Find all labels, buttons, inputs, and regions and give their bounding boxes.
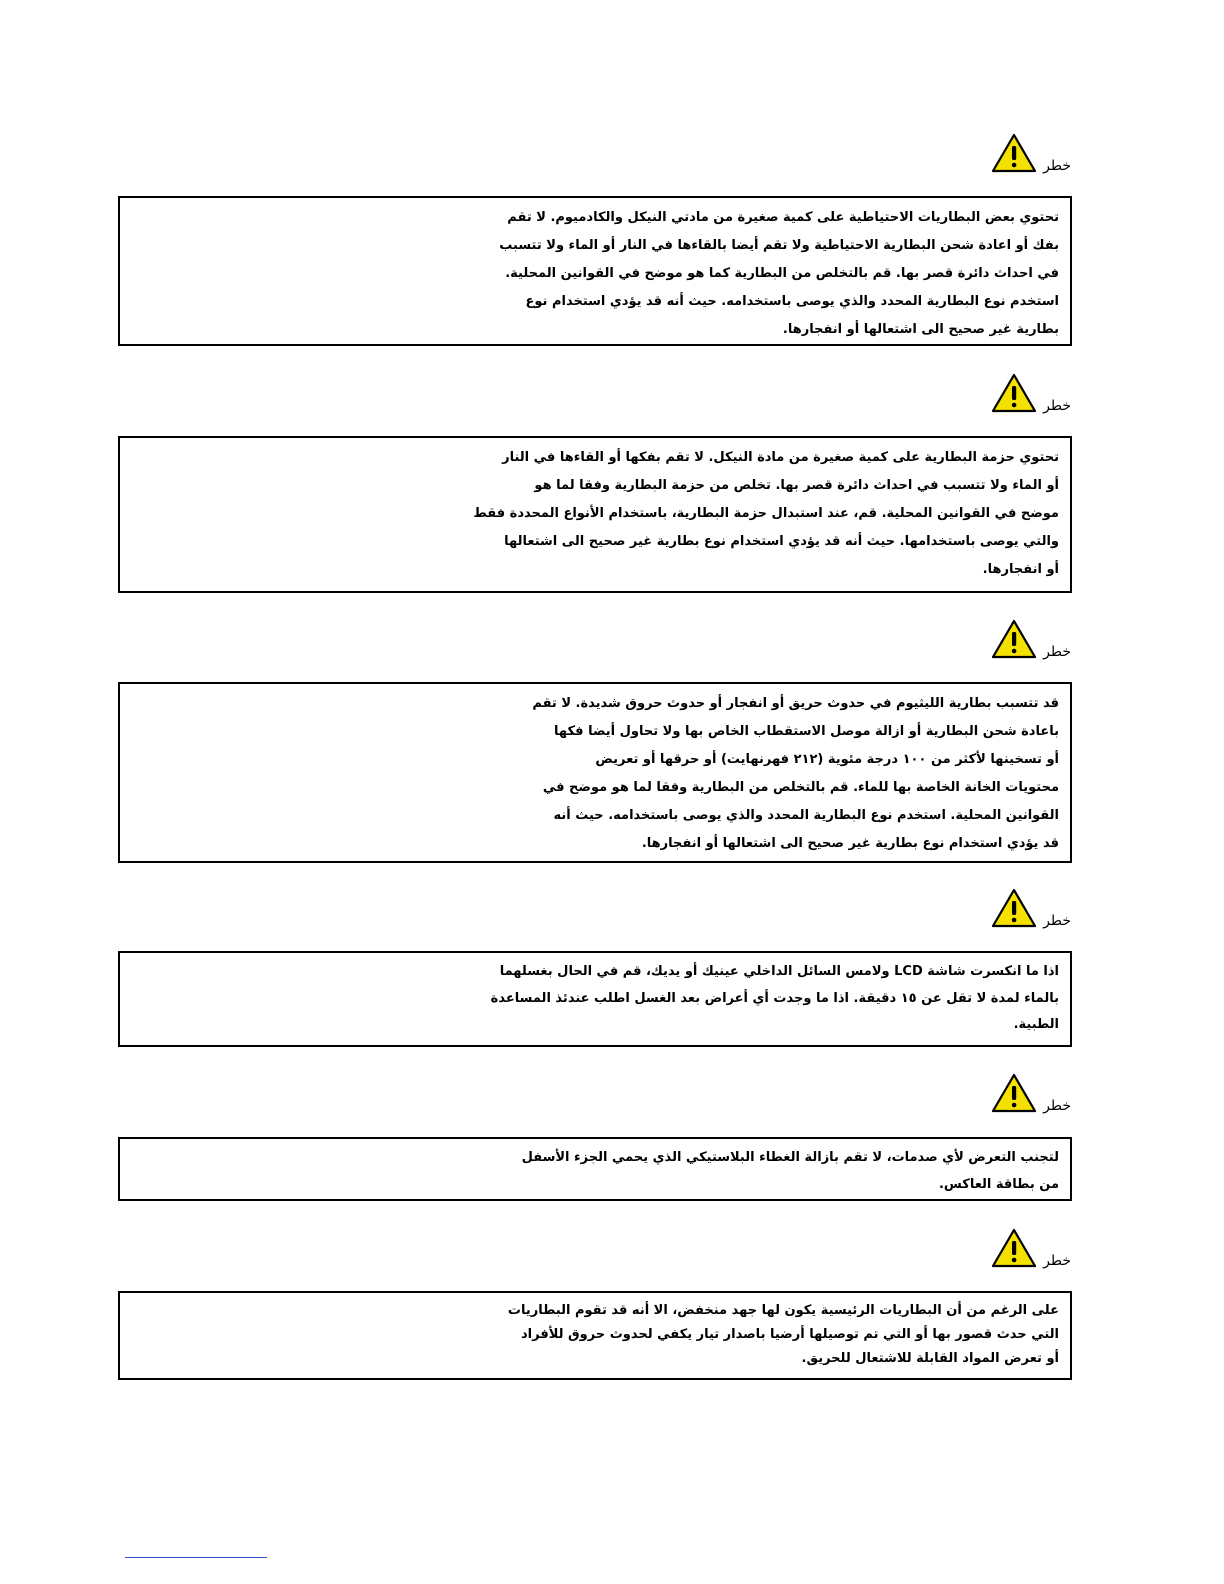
warning-triangle-icon <box>991 372 1037 414</box>
danger-label: خطر <box>1043 398 1071 414</box>
notice-line: من بطاقة العاكس. <box>938 1176 1059 1192</box>
notice-line: أو تسخينها لأكثر من ١٠٠ درجة مئوية (٢١٢ فهرنهايت) أو حرقها أو تعريض <box>595 752 1059 767</box>
notice-line: تحتوي حزمة البطارية على كمية صغيرة من مادة النيكل. لا تقم بفكها أو القاءها في النار <box>502 450 1059 465</box>
notice-line: باعادة شحن البطارية أو ازالة موصل الاستقطاب الخاص بها ولا تحاول أيضا فكها <box>554 724 1059 739</box>
notice-line: اذا ما انكسرت شاشة LCD ولامس السائل الداخلي عينيك أو يديك، قم في الحال بغسلهما <box>499 964 1059 979</box>
danger-header <box>991 1068 1071 1114</box>
notice-line: أو الماء ولا تتسبب في احداث دائرة قصر بها. تخلص من حزمة البطارية وفقا لما هو <box>534 478 1059 493</box>
danger-notice-box <box>118 436 1072 593</box>
danger-notice-box <box>118 682 1072 863</box>
notice-line: محتويات الخانة الخاصة بها للماء. قم بالتخلص من البطارية وفقا لما هو موضح في <box>542 780 1059 795</box>
notice-line: بالماء لمدة لا تقل عن ١٥ دقيقة. اذا ما وجدت أي أعراض بعد الغسل اطلب عندئذ المساعدة <box>490 990 1059 1006</box>
notice-line: تحتوي بعض البطاريات الاحتياطية على كمية صغيرة من مادتي النيكل والكادميوم. لا تقم <box>507 210 1059 225</box>
notice-line: القوانين المحلية. استخدم نوع البطارية المحدد والذي يوصى باستخدامه. حيث أنه <box>553 808 1059 823</box>
danger-label: خطر <box>1043 1098 1071 1114</box>
danger-header <box>991 1223 1071 1269</box>
notice-line: بفك أو اعادة شحن البطارية الاحتياطية ولا تقم أيضا بالقاءها في النار أو الماء ولا تتسبب <box>499 238 1059 253</box>
danger-label: خطر <box>1043 644 1071 660</box>
notice-line: بطارية غير صحيح الى اشتعالها أو انفجارها. <box>782 322 1059 337</box>
notice-line: الطبية. <box>1013 1017 1059 1032</box>
warning-triangle-icon <box>991 887 1037 929</box>
notice-line: قد تتسبب بطارية الليثيوم في حدوث حريق أو انفجار أو حدوث حروق شديدة. لا تقم <box>532 696 1059 711</box>
danger-notice-box <box>118 196 1072 346</box>
notice-line: والتي يوصى باستخدامها. حيث أنه قد يؤدي استخدام نوع بطارية غير صحيح الى اشتعالها <box>504 534 1059 549</box>
notice-line: على الرغم من أن البطاريات الرئيسية يكون لها جهد منخفض، الا أنه قد تقوم البطاريات <box>507 1303 1059 1318</box>
danger-header <box>991 128 1071 174</box>
notice-line: موضح في القوانين المحلية. قم، عند استبدال حزمة البطارية، باستخدام الأنواع المحددة فقط <box>473 506 1059 521</box>
danger-label: خطر <box>1043 913 1071 929</box>
danger-notice-box <box>118 1291 1072 1380</box>
notice-line: لتجنب التعرض لأي صدمات، لا تقم بازالة الغطاء البلاستيكي الذي يحمي الجزء الأسفل <box>521 1150 1059 1165</box>
danger-header <box>991 614 1071 660</box>
danger-header <box>991 368 1071 414</box>
notice-line: في احداث دائرة قصر بها. قم بالتخلص من البطارية كما هو موضح في القوانين المحلية. <box>505 266 1059 281</box>
notice-line: التي حدث قصور بها أو التي تم توصيلها أرضيا باصدار تيار يكفي لحدوث حروق للأفراد <box>521 1327 1059 1342</box>
danger-header <box>991 883 1071 929</box>
danger-label: خطر <box>1043 1253 1071 1269</box>
warning-triangle-icon <box>991 1227 1037 1269</box>
danger-notice-box <box>118 1137 1072 1201</box>
footer-rule <box>125 1557 267 1558</box>
notice-line: قد يؤدي استخدام نوع بطارية غير صحيح الى اشتعالها أو انفجارها. <box>641 836 1059 851</box>
notice-line: استخدم نوع البطارية المحدد والذي يوصى باستخدامه. حيث أنه قد يؤدي استخدام نوع <box>525 294 1059 309</box>
notice-line: أو تعرض المواد القابلة للاشتعال للحريق. <box>801 1351 1059 1366</box>
danger-label: خطر <box>1043 158 1071 174</box>
danger-notice-box <box>118 951 1072 1047</box>
notice-line: أو انفجارها. <box>982 562 1059 577</box>
warning-triangle-icon <box>991 132 1037 174</box>
warning-triangle-icon <box>991 618 1037 660</box>
warning-triangle-icon <box>991 1072 1037 1114</box>
